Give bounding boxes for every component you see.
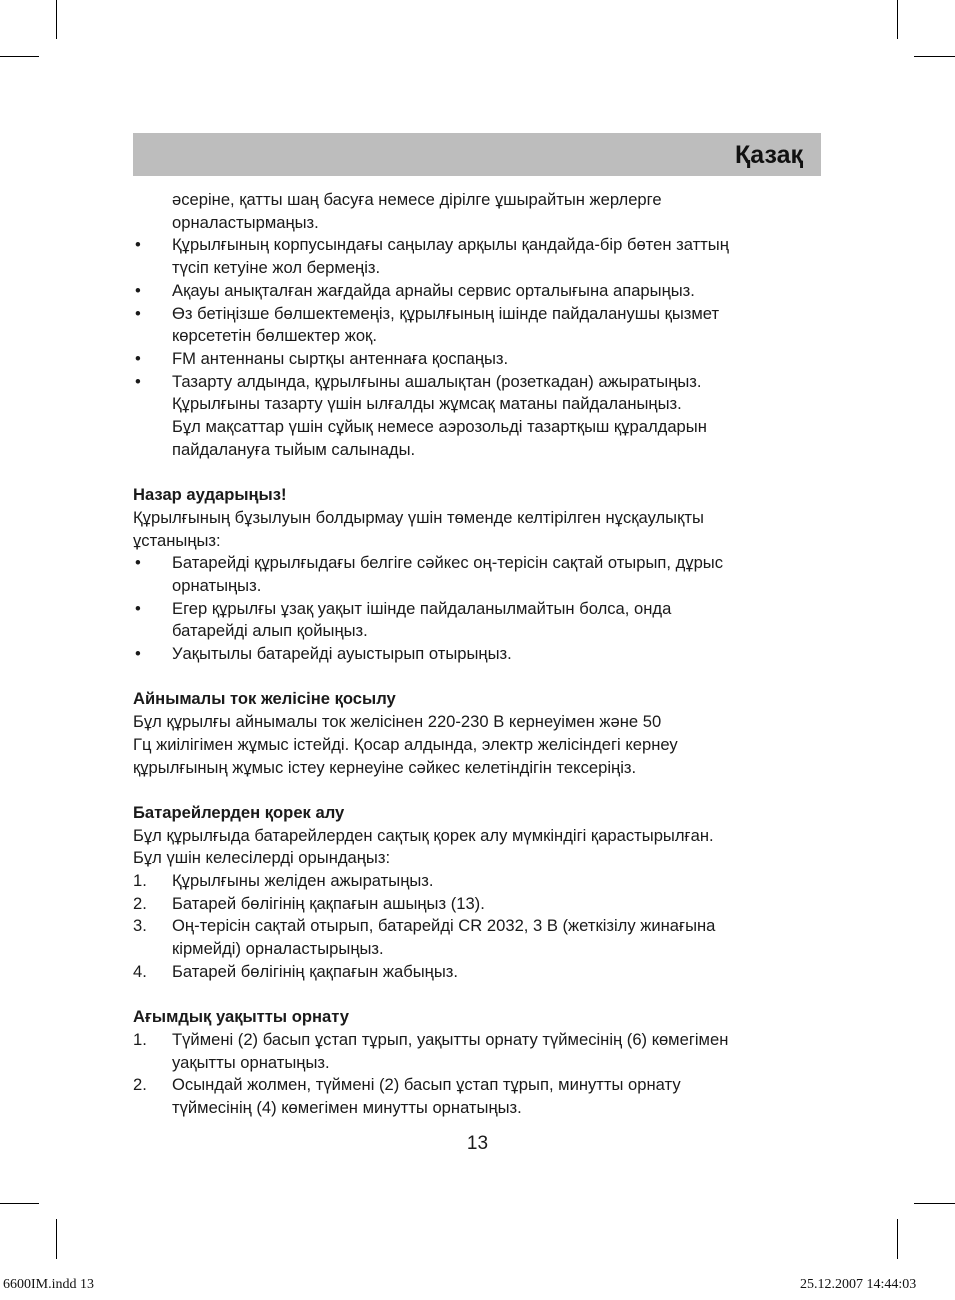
text-line: Осындай жолмен, түймені (2) басып ұстап тұрып, минутты орнату [172,1075,681,1095]
bullet-marker: • [135,235,141,255]
crop-mark-bottom-right-vertical [897,1219,898,1259]
crop-mark-top-left-vertical [56,0,57,39]
slug-file: 6600IM.indd 13 [3,1277,94,1292]
section-heading-attention: Назар аударыңыз! [133,485,287,505]
text-line: Өз бетіңізше бөлшектемеңіз, құрылғының ішінде пайдаланушы қызмет [172,303,720,323]
section-heading-time-setting: Ағымдық уақытты орнату [133,1007,350,1027]
text-line: Бұл құрылғыда батарейлерден сақтық қорек алу мүмкіндігі қарастырылған. [133,825,714,845]
text-line: түймесінің (4) көмегімен минутты орнатыңыз. [172,1098,522,1118]
slug-datetime: 25.12.2007 14:44:03 [800,1277,917,1292]
text-line: батарейді алып қойыңыз. [172,621,368,641]
language-header-bar [133,133,821,176]
text-line: Құрылғыны тазарту үшін ылғалды жұмсақ матаны пайдаланыңыз. [172,394,682,414]
text-line: Бұл мақсаттар үшін сұйық немесе аэрозольді тазартқыш құралдарын [172,417,707,437]
bullet-item [133,643,823,666]
bullet-marker: • [135,303,141,323]
attention-bullet-list [133,552,823,666]
bullet-item [133,371,823,462]
text-line: Бұл үшін келесілерді орындаңыз: [133,848,391,868]
text-line: Бұл құрылғы айнымалы ток желісінен 220-230 В кернеуімен және 50 [133,712,662,732]
crop-mark-bottom-left-vertical [56,1219,57,1259]
step-number: 3. [133,916,147,936]
numbered-step [133,961,823,984]
crop-mark-top-left-horizontal [0,56,39,57]
bullet-marker: • [135,371,141,391]
text-line: орналастырмаңыз. [172,212,319,232]
text-line: құрылғының жұмыс істеу кернеуіне сәйкес келетіндігін тексеріңіз. [133,757,637,777]
text-line: ұстаныңыз: [133,530,221,550]
text-line: Батарей бөлігінің қақпағын ашыңыз (13). [172,893,485,913]
text-line: Гц жиілігімен жұмыс істейді. Қосар алдында, электр желісіндегі кернеу [133,734,678,754]
text-line: Егер құрылғы ұзақ уақыт ішінде пайдаланылмайтын болса, онда [172,598,672,618]
text-line: Құрылғының корпусындағы саңылау арқылы қандайда-бір бөтен заттың [172,235,729,255]
bullet-item [133,552,823,597]
crop-mark-bottom-right-horizontal [914,1203,955,1204]
bullet-marker: • [135,644,141,664]
bullet-item [133,598,823,643]
text-line: Оң-терісін сақтай отырып, батарейді CR 2032, 3 В (жеткізілу жинағына [172,916,716,936]
section-heading-battery: Батарейлерден қорек алу [133,802,345,822]
crop-mark-top-right-horizontal [914,56,955,57]
text-line: Құрылғының бұзылуын болдырмау үшін төменде келтірілген нұсқаулықты [133,507,704,527]
page-content [133,189,823,1120]
bullet-item [133,234,823,279]
text-line: FM антеннаны сыртқы антеннаға қоспаңыз. [172,348,509,368]
text-line: Түймені (2) басып ұстап тұрып, уақытты орнату түймесінің (6) көмегімен [172,1029,729,1049]
step-number: 1. [133,1029,147,1049]
text-line: көрсететін бөлшектер жоқ. [172,326,377,346]
text-line: кірмейді) орналастырыңыз. [172,939,384,959]
bullet-item [133,348,823,371]
numbered-step [133,1074,823,1119]
text-line: әсеріне, қатты шаң басуға немесе дірілге ұшырайтын жерлерге [172,190,662,209]
section-heading-ac-power: Айнымалы ток желісіне қосылу [133,689,396,709]
bullet-item [133,303,823,348]
text-line: орнатыңыз. [172,575,262,595]
crop-mark-top-right-vertical [897,0,898,39]
text-line: Құрылғыны желіден ажыратыңыз. [172,871,434,891]
text-line: түсіп кетуіне жол бермеңіз. [172,258,381,278]
text-line: Уақытылы батарейді ауыстырып отырыңыз. [172,644,512,664]
page-number: 13 [466,1133,489,1154]
text-line: Батарейді құрылғыдағы белгіге сәйкес оң-терісін сақтай отырып, дұрыс [172,553,724,573]
numbered-step [133,870,823,893]
bullet-marker: • [135,280,141,300]
bullet-marker: • [135,553,141,573]
crop-mark-bottom-left-horizontal [0,1203,39,1204]
step-number: 2. [133,893,147,913]
text-line: пайдалануға тыйым салынады. [172,439,416,459]
time-steps-list [133,1029,823,1120]
intro-continuation [133,189,823,234]
battery-steps-list [133,870,823,984]
bullet-marker: • [135,598,141,618]
safety-bullet-list [133,234,823,461]
step-number: 2. [133,1075,147,1095]
text-line: Тазарту алдында, құрылғыны ашалықтан (розеткадан) ажыратыңыз. [172,371,702,391]
bullet-item [133,280,823,303]
numbered-step [133,1029,823,1074]
numbered-step [133,915,823,960]
step-number: 4. [133,961,147,981]
text-line: Батарей бөлігінің қақпағын жабыңыз. [172,961,458,981]
step-number: 1. [133,871,147,891]
numbered-step [133,893,823,916]
language-title: Қазақ [735,141,803,169]
bullet-marker: • [135,348,141,368]
text-line: уақытты орнатыңыз. [172,1052,330,1072]
text-line: Ақауы анықталған жағдайда арнайы сервис орталығына апарыңыз. [172,280,695,300]
